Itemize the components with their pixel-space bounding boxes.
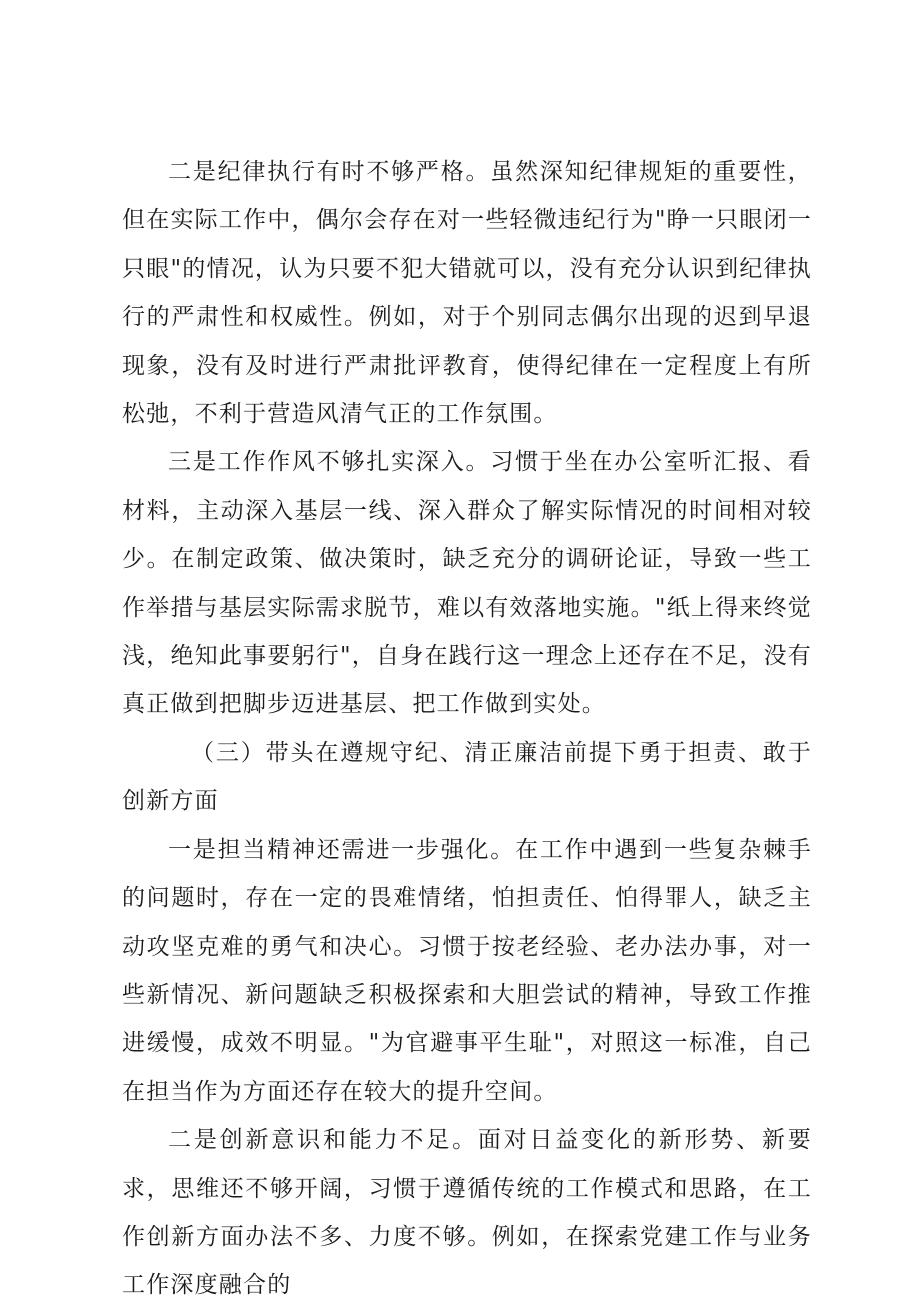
document-body [122,148,812,1310]
section-heading-three: （三）带头在遵规守纪、清正廉洁前提下勇于担责、敢于创新方面 [122,739,812,815]
paragraph-innovation: 二是创新意识和能力不足。面对日益变化的新形势、新要求，思维还不够开阔，习惯于遵循传统的工作模式和思路，在工作创新方面办法不多、力度不够。例如，在探索党建工作与业务工作深度融合的 [122,1127,812,1299]
paragraph-work-style: 三是工作作风不够扎实深入。习惯于坐在办公室听汇报、看材料，主动深入基层一线、深入群众了解实际情况的时间相对较少。在制定政策、做决策时，缺乏充分的调研论证，导致一些工作举措与基层实际需求脱节，难以有效落地实施。"纸上得来终觉浅，绝知此事要躬行"，自身在践行这一理念上还存在不足，没有真正做到把脚步迈进基层、把工作做到实处。 [122,449,812,718]
paragraph-discipline-enforcement: 二是纪律执行有时不够严格。虽然深知纪律规矩的重要性，但在实际工作中，偶尔会存在对一些轻微违纪行为"睁一只眼闭一只眼"的情况，认为只要不犯大错就可以，没有充分认识到纪律执行的严肃性和权威性。例如，对于个别同志偶尔出现的迟到早退现象，没有及时进行严肃批评教育，使得纪律在一定程度上有所松弛，不利于营造风清气正的工作氛围。 [122,159,812,428]
paragraph-responsibility: 一是担当精神还需进一步强化。在工作中遇到一些复杂棘手的问题时，存在一定的畏难情绪，怕担责任、怕得罪人，缺乏主动攻坚克难的勇气和决心。习惯于按老经验、老办法办事，对一些新情况、新问题缺乏积极探索和大胆尝试的精神，导致工作推进缓慢，成效不明显。"为官避事平生耻"，对照这一标准，自己在担当作为方面还存在较大的提升空间。 [122,836,812,1105]
